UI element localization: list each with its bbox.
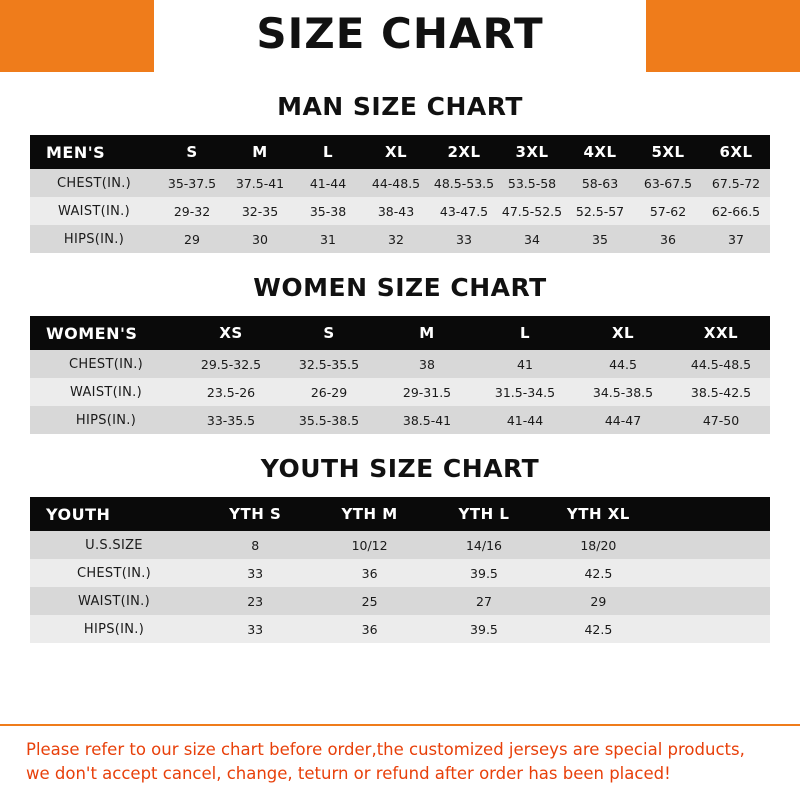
- cell: 34: [498, 225, 566, 253]
- col-header: MEN'S: [30, 135, 158, 169]
- cell: 62-66.5: [702, 197, 770, 225]
- cell-empty: [656, 587, 770, 615]
- cell: 57-62: [634, 197, 702, 225]
- cell: 14/16: [427, 531, 541, 559]
- cell: 47-50: [672, 406, 770, 434]
- col-header: YTH M: [312, 497, 426, 531]
- cell: 44.5: [574, 350, 672, 378]
- cell-empty: [656, 615, 770, 643]
- col-header: L: [476, 316, 574, 350]
- cell: 38-43: [362, 197, 430, 225]
- men-section-title: MAN SIZE CHART: [277, 92, 523, 121]
- cell-empty: [656, 531, 770, 559]
- cell-empty: [656, 559, 770, 587]
- cell: 48.5-53.5: [430, 169, 498, 197]
- cell: 44-48.5: [362, 169, 430, 197]
- cell: 37.5-41: [226, 169, 294, 197]
- col-header: WOMEN'S: [30, 316, 182, 350]
- cell: 63-67.5: [634, 169, 702, 197]
- cell: 31: [294, 225, 362, 253]
- cell: 47.5-52.5: [498, 197, 566, 225]
- cell: 41: [476, 350, 574, 378]
- cell: 38.5-42.5: [672, 378, 770, 406]
- men-table-wrap: [0, 135, 800, 253]
- cell: 42.5: [541, 559, 655, 587]
- cell: 32: [362, 225, 430, 253]
- cell: 29.5-32.5: [182, 350, 280, 378]
- cell: 32-35: [226, 197, 294, 225]
- youth-section-title: YOUTH SIZE CHART: [260, 454, 540, 483]
- cell: 35: [566, 225, 634, 253]
- cell: 23: [198, 587, 312, 615]
- cell: 29: [541, 587, 655, 615]
- cell: 67.5-72: [702, 169, 770, 197]
- cell: 36: [312, 559, 426, 587]
- footer-note: [0, 724, 800, 800]
- cell: 43-47.5: [430, 197, 498, 225]
- cell: 44-47: [574, 406, 672, 434]
- col-header: XL: [362, 135, 430, 169]
- row-header: WAIST(IN.): [30, 197, 158, 225]
- women-table-wrap: [0, 316, 800, 434]
- cell: 42.5: [541, 615, 655, 643]
- cell: 38.5-41: [378, 406, 476, 434]
- cell: 41-44: [294, 169, 362, 197]
- col-header: XS: [182, 316, 280, 350]
- col-header: 4XL: [566, 135, 634, 169]
- cell: 23.5-26: [182, 378, 280, 406]
- footer-note-line-1: Please refer to our size chart before order,the customized jerseys are special products,: [26, 740, 745, 760]
- cell: 33-35.5: [182, 406, 280, 434]
- col-header: YTH L: [427, 497, 541, 531]
- cell: 27: [427, 587, 541, 615]
- row-header: WAIST(IN.): [30, 378, 182, 406]
- col-header: XL: [574, 316, 672, 350]
- col-header: YOUTH: [30, 497, 198, 531]
- women-section-title: WOMEN SIZE CHART: [253, 273, 547, 302]
- table-row: [30, 350, 770, 378]
- col-header: S: [158, 135, 226, 169]
- table-row: [30, 531, 770, 559]
- cell: 36: [312, 615, 426, 643]
- table-row: [30, 225, 770, 253]
- header-banner: [0, 0, 800, 72]
- youth-table-wrap: [0, 497, 800, 643]
- table-header-row: [30, 135, 770, 169]
- row-header: CHEST(IN.): [30, 350, 182, 378]
- row-header: HIPS(IN.): [30, 615, 198, 643]
- col-header: YTH XL: [541, 497, 655, 531]
- table-row: [30, 559, 770, 587]
- cell: 29: [158, 225, 226, 253]
- cell: 39.5: [427, 559, 541, 587]
- cell: 41-44: [476, 406, 574, 434]
- col-header: YTH S: [198, 497, 312, 531]
- cell: 8: [198, 531, 312, 559]
- row-header: U.S.SIZE: [30, 531, 198, 559]
- cell: 44.5-48.5: [672, 350, 770, 378]
- cell: 35-37.5: [158, 169, 226, 197]
- men-size-table: [30, 135, 770, 253]
- col-header: 2XL: [430, 135, 498, 169]
- cell: 33: [198, 559, 312, 587]
- row-header: WAIST(IN.): [30, 587, 198, 615]
- table-row: [30, 169, 770, 197]
- cell: 53.5-58: [498, 169, 566, 197]
- cell: 32.5-35.5: [280, 350, 378, 378]
- women-size-table: [30, 316, 770, 434]
- cell: 52.5-57: [566, 197, 634, 225]
- table-row: [30, 197, 770, 225]
- col-header: 5XL: [634, 135, 702, 169]
- cell: 38: [378, 350, 476, 378]
- cell: 34.5-38.5: [574, 378, 672, 406]
- cell: 35-38: [294, 197, 362, 225]
- table-header-row: [30, 497, 770, 531]
- cell: 29-31.5: [378, 378, 476, 406]
- row-header: HIPS(IN.): [30, 225, 158, 253]
- col-header: XXL: [672, 316, 770, 350]
- cell: 31.5-34.5: [476, 378, 574, 406]
- table-row: [30, 587, 770, 615]
- col-header: L: [294, 135, 362, 169]
- cell: 18/20: [541, 531, 655, 559]
- col-header: S: [280, 316, 378, 350]
- page-title: SIZE CHART: [256, 9, 544, 58]
- row-header: CHEST(IN.): [30, 559, 198, 587]
- col-header: 6XL: [702, 135, 770, 169]
- footer-note-line-2: we don't accept cancel, change, teturn or refund after order has been placed!: [26, 764, 671, 784]
- table-row: [30, 615, 770, 643]
- cell: 10/12: [312, 531, 426, 559]
- cell: 35.5-38.5: [280, 406, 378, 434]
- cell: 33: [198, 615, 312, 643]
- table-row: [30, 378, 770, 406]
- col-header: M: [226, 135, 294, 169]
- table-header-row: [30, 316, 770, 350]
- cell: 36: [634, 225, 702, 253]
- youth-size-table: [30, 497, 770, 643]
- col-header: 3XL: [498, 135, 566, 169]
- cell: 26-29: [280, 378, 378, 406]
- row-header: CHEST(IN.): [30, 169, 158, 197]
- col-header-empty: [656, 497, 770, 531]
- col-header: M: [378, 316, 476, 350]
- row-header: HIPS(IN.): [30, 406, 182, 434]
- cell: 58-63: [566, 169, 634, 197]
- cell: 29-32: [158, 197, 226, 225]
- cell: 30: [226, 225, 294, 253]
- table-row: [30, 406, 770, 434]
- cell: 39.5: [427, 615, 541, 643]
- cell: 37: [702, 225, 770, 253]
- cell: 25: [312, 587, 426, 615]
- header-banner-inner: [154, 0, 646, 72]
- cell: 33: [430, 225, 498, 253]
